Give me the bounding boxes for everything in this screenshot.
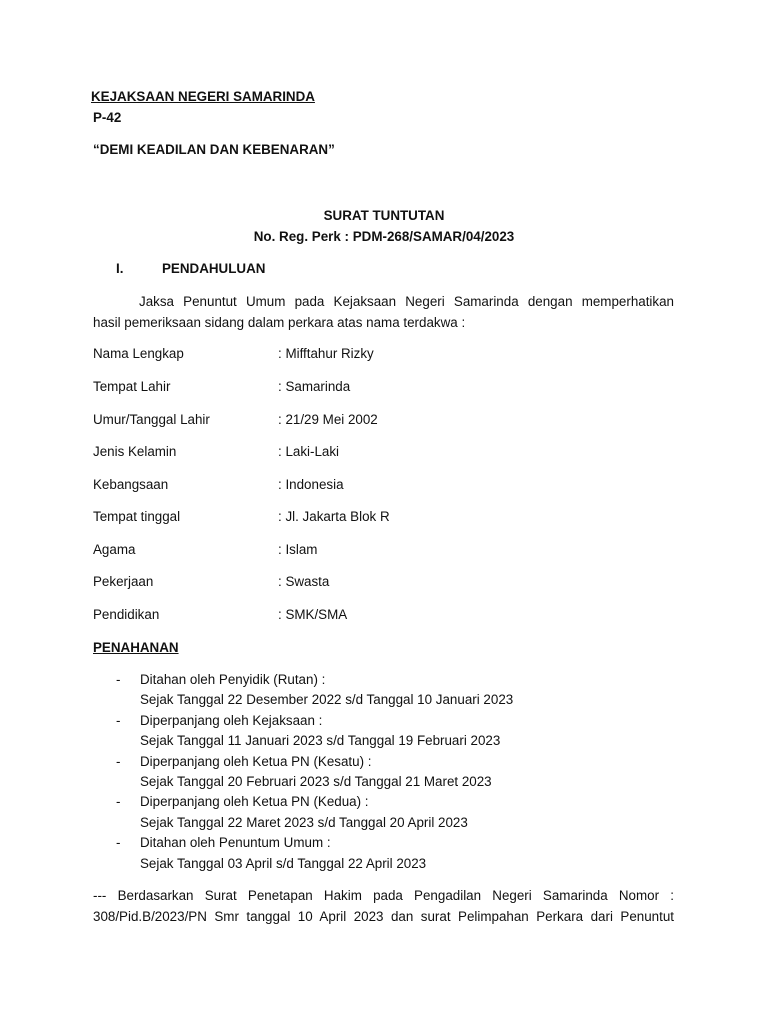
list-item-detail: Sejak Tanggal 22 Desember 2022 s/d Tanggal 10 Januari 2023: [140, 692, 514, 707]
identity-value: : SMK/SMA: [278, 607, 348, 622]
identity-label: Jenis Kelamin: [93, 444, 177, 459]
list-bullet: -: [116, 713, 121, 728]
list-bullet: -: [116, 672, 121, 687]
list-bullet: -: [116, 835, 121, 850]
identity-value: : Laki-Laki: [278, 444, 340, 459]
list-item-detail: Sejak Tanggal 22 Maret 2023 s/d Tanggal 20 April 2023: [140, 815, 468, 830]
closing-line-1: --- Berdasarkan Surat Penetapan Hakim pada Pengadilan Negeri Samarinda Nomor :: [93, 888, 674, 903]
identity-label: Tempat tinggal: [93, 509, 181, 524]
list-item: Diperpanjang oleh Ketua PN (Kedua) :: [140, 794, 369, 809]
identity-label: Tempat Lahir: [93, 379, 171, 394]
identity-label: Umur/Tanggal Lahir: [93, 412, 210, 427]
document-title: SURAT TUNTUTAN: [323, 208, 445, 223]
registration-number: No. Reg. Perk : PDM-268/SAMAR/04/2023: [253, 229, 515, 244]
section-number: I.: [116, 261, 124, 276]
identity-label: Pekerjaan: [93, 574, 154, 589]
form-code: P-42: [93, 110, 122, 125]
closing-line-2: 308/Pid.B/2023/PN Smr tanggal 10 April 2023 dan surat Pelimpahan Perkara dari Penuntut: [93, 909, 674, 924]
intro-line-1: Jaksa Penuntut Umum pada Kejaksaan Negeri Samarinda dengan memperhatikan: [139, 294, 674, 309]
list-item: Diperpanjang oleh Ketua PN (Kesatu) :: [140, 754, 372, 769]
identity-value: : Jl. Jakarta Blok R: [278, 509, 390, 524]
identity-label: Kebangsaan: [93, 477, 169, 492]
identity-value: : Swasta: [278, 574, 330, 589]
list-item-detail: Sejak Tanggal 03 April s/d Tanggal 22 April 2023: [140, 856, 427, 871]
identity-label: Nama Lengkap: [93, 346, 184, 361]
list-bullet: -: [116, 754, 121, 769]
identity-value: : Islam: [278, 542, 318, 557]
identity-label: Pendidikan: [93, 607, 160, 622]
identity-value: : Indonesia: [278, 477, 344, 492]
list-item-detail: Sejak Tanggal 11 Januari 2023 s/d Tanggal 19 Februari 2023: [140, 733, 501, 748]
list-bullet: -: [116, 794, 121, 809]
motto: “DEMI KEADILAN DAN KEBENARAN”: [93, 142, 335, 157]
intro-line-2: hasil pemeriksaan sidang dalam perkara atas nama terdakwa :: [93, 315, 466, 330]
section-heading: PENDAHULUAN: [162, 261, 266, 276]
list-item: Ditahan oleh Penyidik (Rutan) :: [140, 672, 326, 687]
penahanan-heading: PENAHANAN: [93, 640, 179, 655]
identity-value: : 21/29 Mei 2002: [278, 412, 378, 427]
identity-value: : Mifftahur Rizky: [278, 346, 374, 361]
list-item: Ditahan oleh Penuntum Umum :: [140, 835, 331, 850]
list-item: Diperpanjang oleh Kejaksaan :: [140, 713, 323, 728]
office-name: KEJAKSAAN NEGERI SAMARINDA: [91, 89, 315, 104]
identity-label: Agama: [93, 542, 136, 557]
identity-value: : Samarinda: [278, 379, 351, 394]
list-item-detail: Sejak Tanggal 20 Februari 2023 s/d Tanggal 21 Maret 2023: [140, 774, 492, 789]
